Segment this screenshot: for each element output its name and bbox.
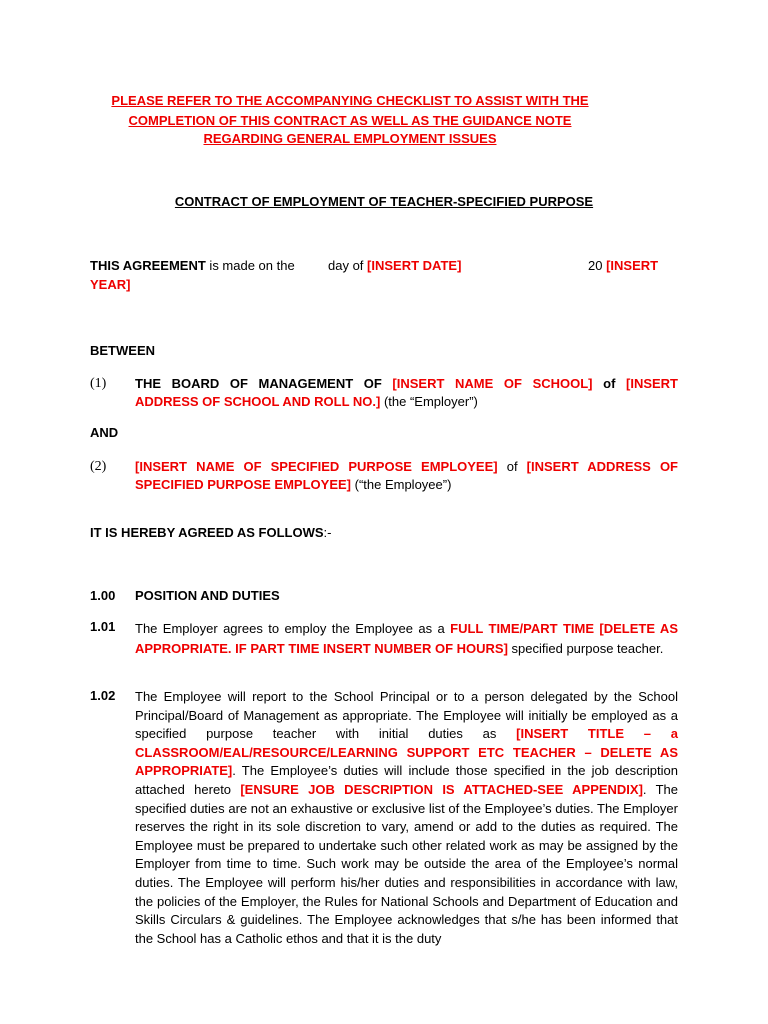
insert-date-field: [INSERT DATE]: [367, 258, 462, 273]
party-2-line-2: SPECIFIED PURPOSE EMPLOYEE] (“the Employee”): [135, 477, 452, 492]
insert-year-field-b: YEAR]: [90, 277, 131, 292]
clause-1-01-number: 1.01: [90, 619, 116, 634]
between-label: BETWEEN: [90, 343, 155, 358]
agreement-lead: THIS AGREEMENT: [90, 258, 206, 273]
agreement-day-of: day of [INSERT DATE]: [328, 258, 462, 273]
agreement-made-on: is made on the: [205, 258, 295, 273]
party-2-line-1: [INSERT NAME OF SPECIFIED PURPOSE EMPLOYEE] of [INSERT ADDRESS OF: [135, 459, 678, 474]
section-number: 1.00: [90, 588, 116, 603]
section-heading: POSITION AND DUTIES: [135, 588, 280, 603]
document-title: CONTRACT OF EMPLOYMENT OF TEACHER-SPECIFIED PURPOSE: [174, 194, 594, 209]
employment-type-field: FULL TIME/PART TIME [DELETE AS APPROPRIATE. IF PART TIME INSERT NUMBER OF HOURS]: [135, 621, 678, 656]
teacher-title-field: [INSERT TITLE – a CLASSROOM/EAL/RESOURCE/LEARNING SUPPORT ETC TEACHER – DELETE AS APPROPRIATE]: [135, 726, 679, 779]
party-1-line-2: ADDRESS OF SCHOOL AND ROLL NO.] (the “Employer”): [135, 394, 478, 409]
clause-1-01-text: The Employer agrees to employ the Employee as a FULL TIME/PART TIME [DELETE AS APPROPRIATE. IF PART TIME INSERT NUMBER OF HOURS] specified purpose teacher.: [135, 621, 678, 656]
insert-year-field-a: [INSERT: [606, 258, 659, 273]
employee-name-field: [INSERT NAME OF SPECIFIED PURPOSE EMPLOYEE]: [135, 459, 498, 474]
notice-line-1: PLEASE REFER TO THE ACCOMPANYING CHECKLIST TO ASSIST WITH THE: [111, 93, 589, 108]
school-address-field: ADDRESS OF SCHOOL AND ROLL NO.]: [135, 394, 381, 409]
agreed-heading: IT IS HEREBY AGREED AS FOLLOWS:-: [90, 525, 332, 540]
clause-1-02-number: 1.02: [90, 688, 116, 703]
notice-line-2: COMPLETION OF THIS CONTRACT AS WELL AS THE GUIDANCE NOTE: [128, 113, 572, 128]
job-description-field: [ENSURE JOB DESCRIPTION IS ATTACHED-SEE APPENDIX]: [240, 781, 643, 797]
clause-1-02-text: The Employee will report to the School Principal or to a person delegated by the School Principal/Board of Management as appropriate. The Employee will initially be employed as a specified purpose teacher with initial duties as [INSERT TITLE – a CLASSROOM/EAL/RESOURCE/LEARNING SUPPORT ETC TEACHER – DELETE AS APPROPRIATE]. The Employee’s duties will include those specified in the job description attached hereto [ENSURE JOB DESCRIPTION IS ATTACHED-SEE APPENDIX]. The specified duties are not an exhaustive or exclusive list of the Employee’s duties. The Employer reserves the right in its sole discretion to vary, amend or add to the duties as required. The Employee must be prepared to undertake such other related work as may be assigned by the Employer from time to time. Such work may be outside the area of the Employee’s normal duties. The Employee will perform his/her duties and responsibilities in accordance with law, the policies of the Employer, the Rules for National Schools and Department of Education and Skills Circulars & guidelines. The Employee acknowledges that s/he has been informed that the School has a Catholic ethos and that it is the duty: [135, 689, 679, 946]
party-1-number: (1): [90, 376, 107, 391]
employee-address-field: SPECIFIED PURPOSE EMPLOYEE]: [135, 477, 351, 492]
school-name-field: [INSERT NAME OF SCHOOL]: [392, 376, 593, 391]
party-2-number: (2): [90, 459, 107, 474]
agreement-year: 20 [INSERT: [588, 258, 659, 273]
party-1-line-1: THE BOARD OF MANAGEMENT OF [INSERT NAME OF SCHOOL] of [INSERT: [135, 376, 678, 391]
notice-line-3: REGARDING GENERAL EMPLOYMENT ISSUES: [203, 131, 497, 146]
and-label: AND: [90, 425, 119, 440]
